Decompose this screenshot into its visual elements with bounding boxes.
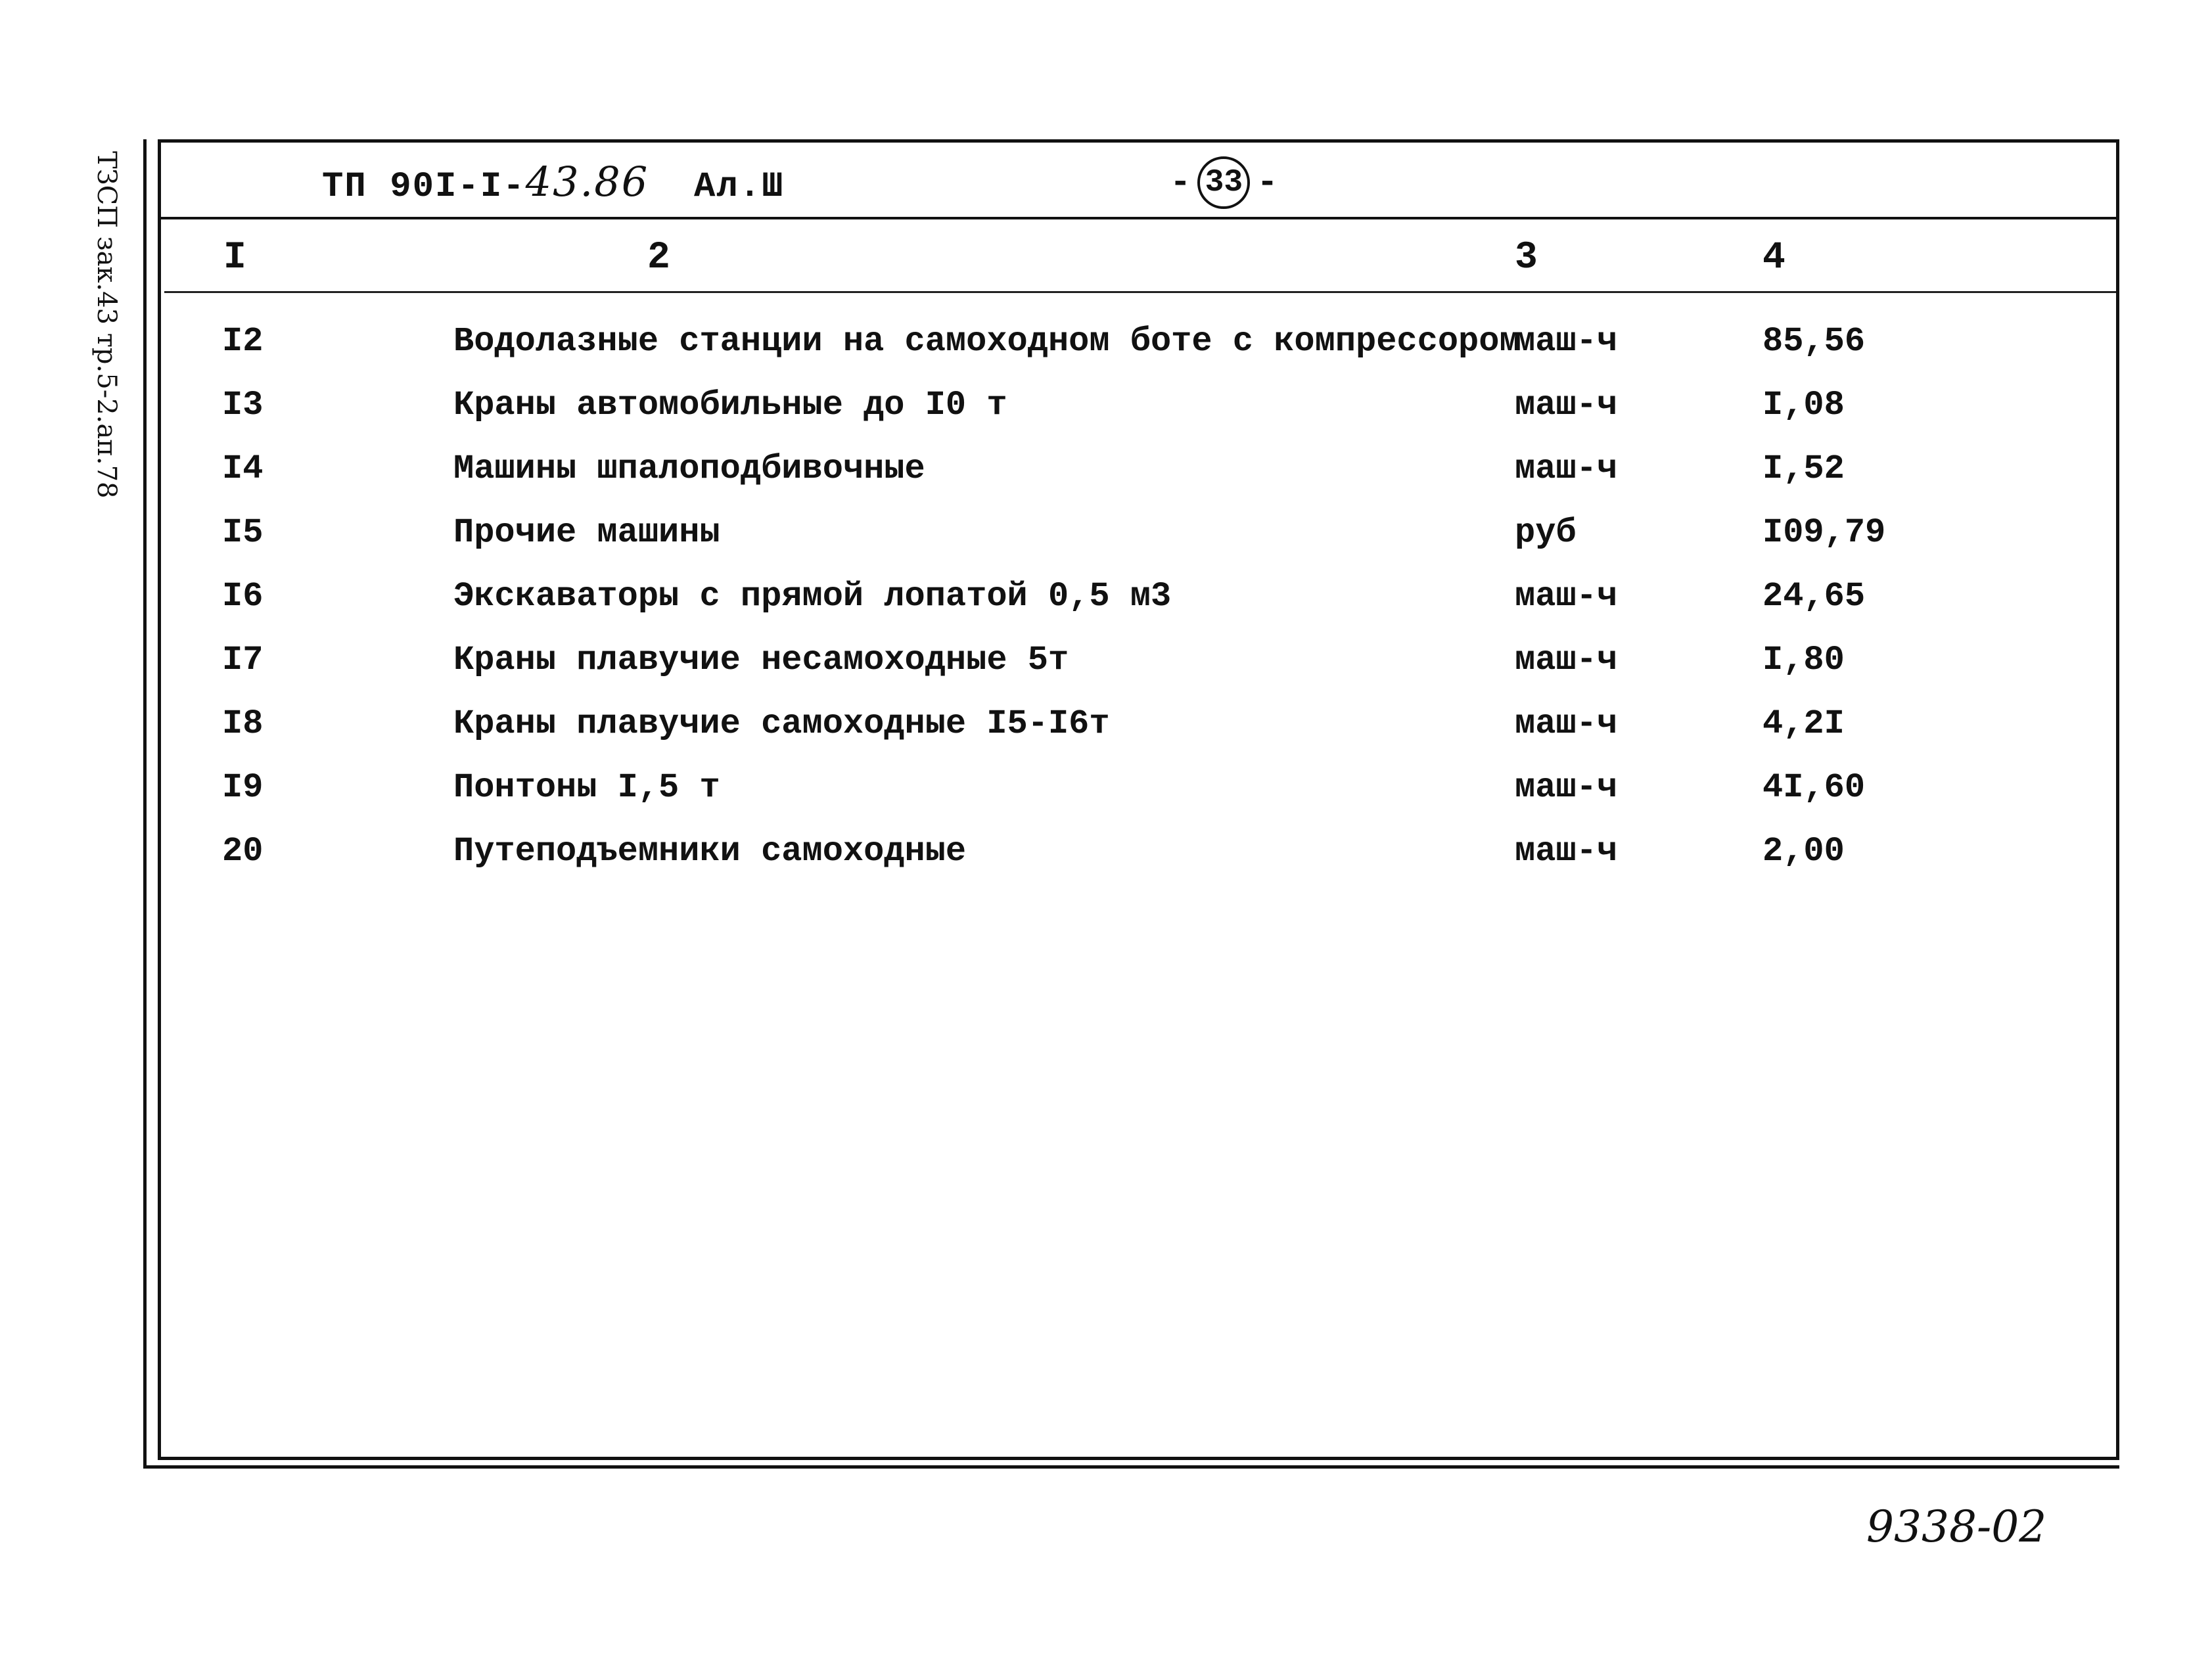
page-dash-left: - [1170,163,1191,204]
row-unit: маш-ч [1515,832,1618,871]
row-name: Краны плавучие самоходные I5-I6т [453,704,1110,743]
row-name: Машины шпалоподбивочные [453,449,925,488]
page-dash-right: - [1256,163,1278,204]
row-name: Понтоны I,5 т [453,768,720,807]
table-row [0,641,2212,700]
table-row [0,577,2212,636]
row-unit: маш-ч [1515,577,1618,616]
table-row [0,513,2212,572]
row-number: I9 [222,768,264,807]
row-unit: маш-ч [1515,768,1618,807]
row-unit: маш-ч [1515,386,1618,424]
row-name: Краны автомобильные до I0 т [453,386,1007,424]
table-row [0,322,2212,381]
column-header-4: 4 [1763,237,1786,279]
row-number: I2 [222,322,264,361]
column-header-1: I [223,237,246,279]
row-number: I8 [222,704,264,743]
column-header-2: 2 [647,237,670,279]
row-unit: руб [1515,513,1577,552]
row-value: 24,65 [1763,577,1866,616]
row-value: I,52 [1763,449,1845,488]
margin-side-note: ТЗСП зак.43 тр.5-2.ап.78 [91,151,122,499]
page-number-circle: 33 [1197,156,1250,209]
doc-code-prefix: ТП 90I-I- [322,167,526,207]
row-number: I7 [222,641,264,679]
table-row [0,386,2212,445]
row-number: I5 [222,513,264,552]
row-value: 2,00 [1763,832,1845,871]
row-number: I3 [222,386,264,424]
row-name: Краны плавучие несамоходные 5т [453,641,1069,679]
table-row [0,768,2212,827]
column-header-divider [164,291,2116,293]
archive-number: 9338-02 [1866,1501,2047,1552]
table-row [0,449,2212,509]
row-name: Водолазные станции на самоходном боте с компрессором [453,322,1520,361]
row-value: I,08 [1763,386,1845,424]
row-unit: маш-ч [1515,449,1618,488]
row-value: I,80 [1763,641,1845,679]
table-row [0,832,2212,891]
row-value: 85,56 [1763,322,1866,361]
row-name: Путеподъемники самоходные [453,832,967,871]
table-row [0,704,2212,764]
row-number: 20 [222,832,264,871]
row-value: 4,2I [1763,704,1845,743]
row-unit: маш-ч [1515,704,1618,743]
row-value: 4I,60 [1763,768,1866,807]
row-value: I09,79 [1763,513,1886,552]
row-name: Экскаваторы с прямой лопатой 0,5 м3 [453,577,1172,616]
row-number: I6 [222,577,264,616]
doc-code-handwritten: 43.86 [525,158,649,206]
header-divider [161,217,2117,219]
row-unit: маш-ч [1515,641,1618,679]
document-code [322,158,785,207]
row-name: Прочие машины [453,513,720,552]
row-unit: маш-ч [1515,322,1618,361]
column-header-3: 3 [1515,237,1538,279]
album-label: Ал.Ш [693,167,785,207]
row-number: I4 [222,449,264,488]
frame-bottom-border [143,1465,2119,1469]
page-number [1170,156,1278,209]
